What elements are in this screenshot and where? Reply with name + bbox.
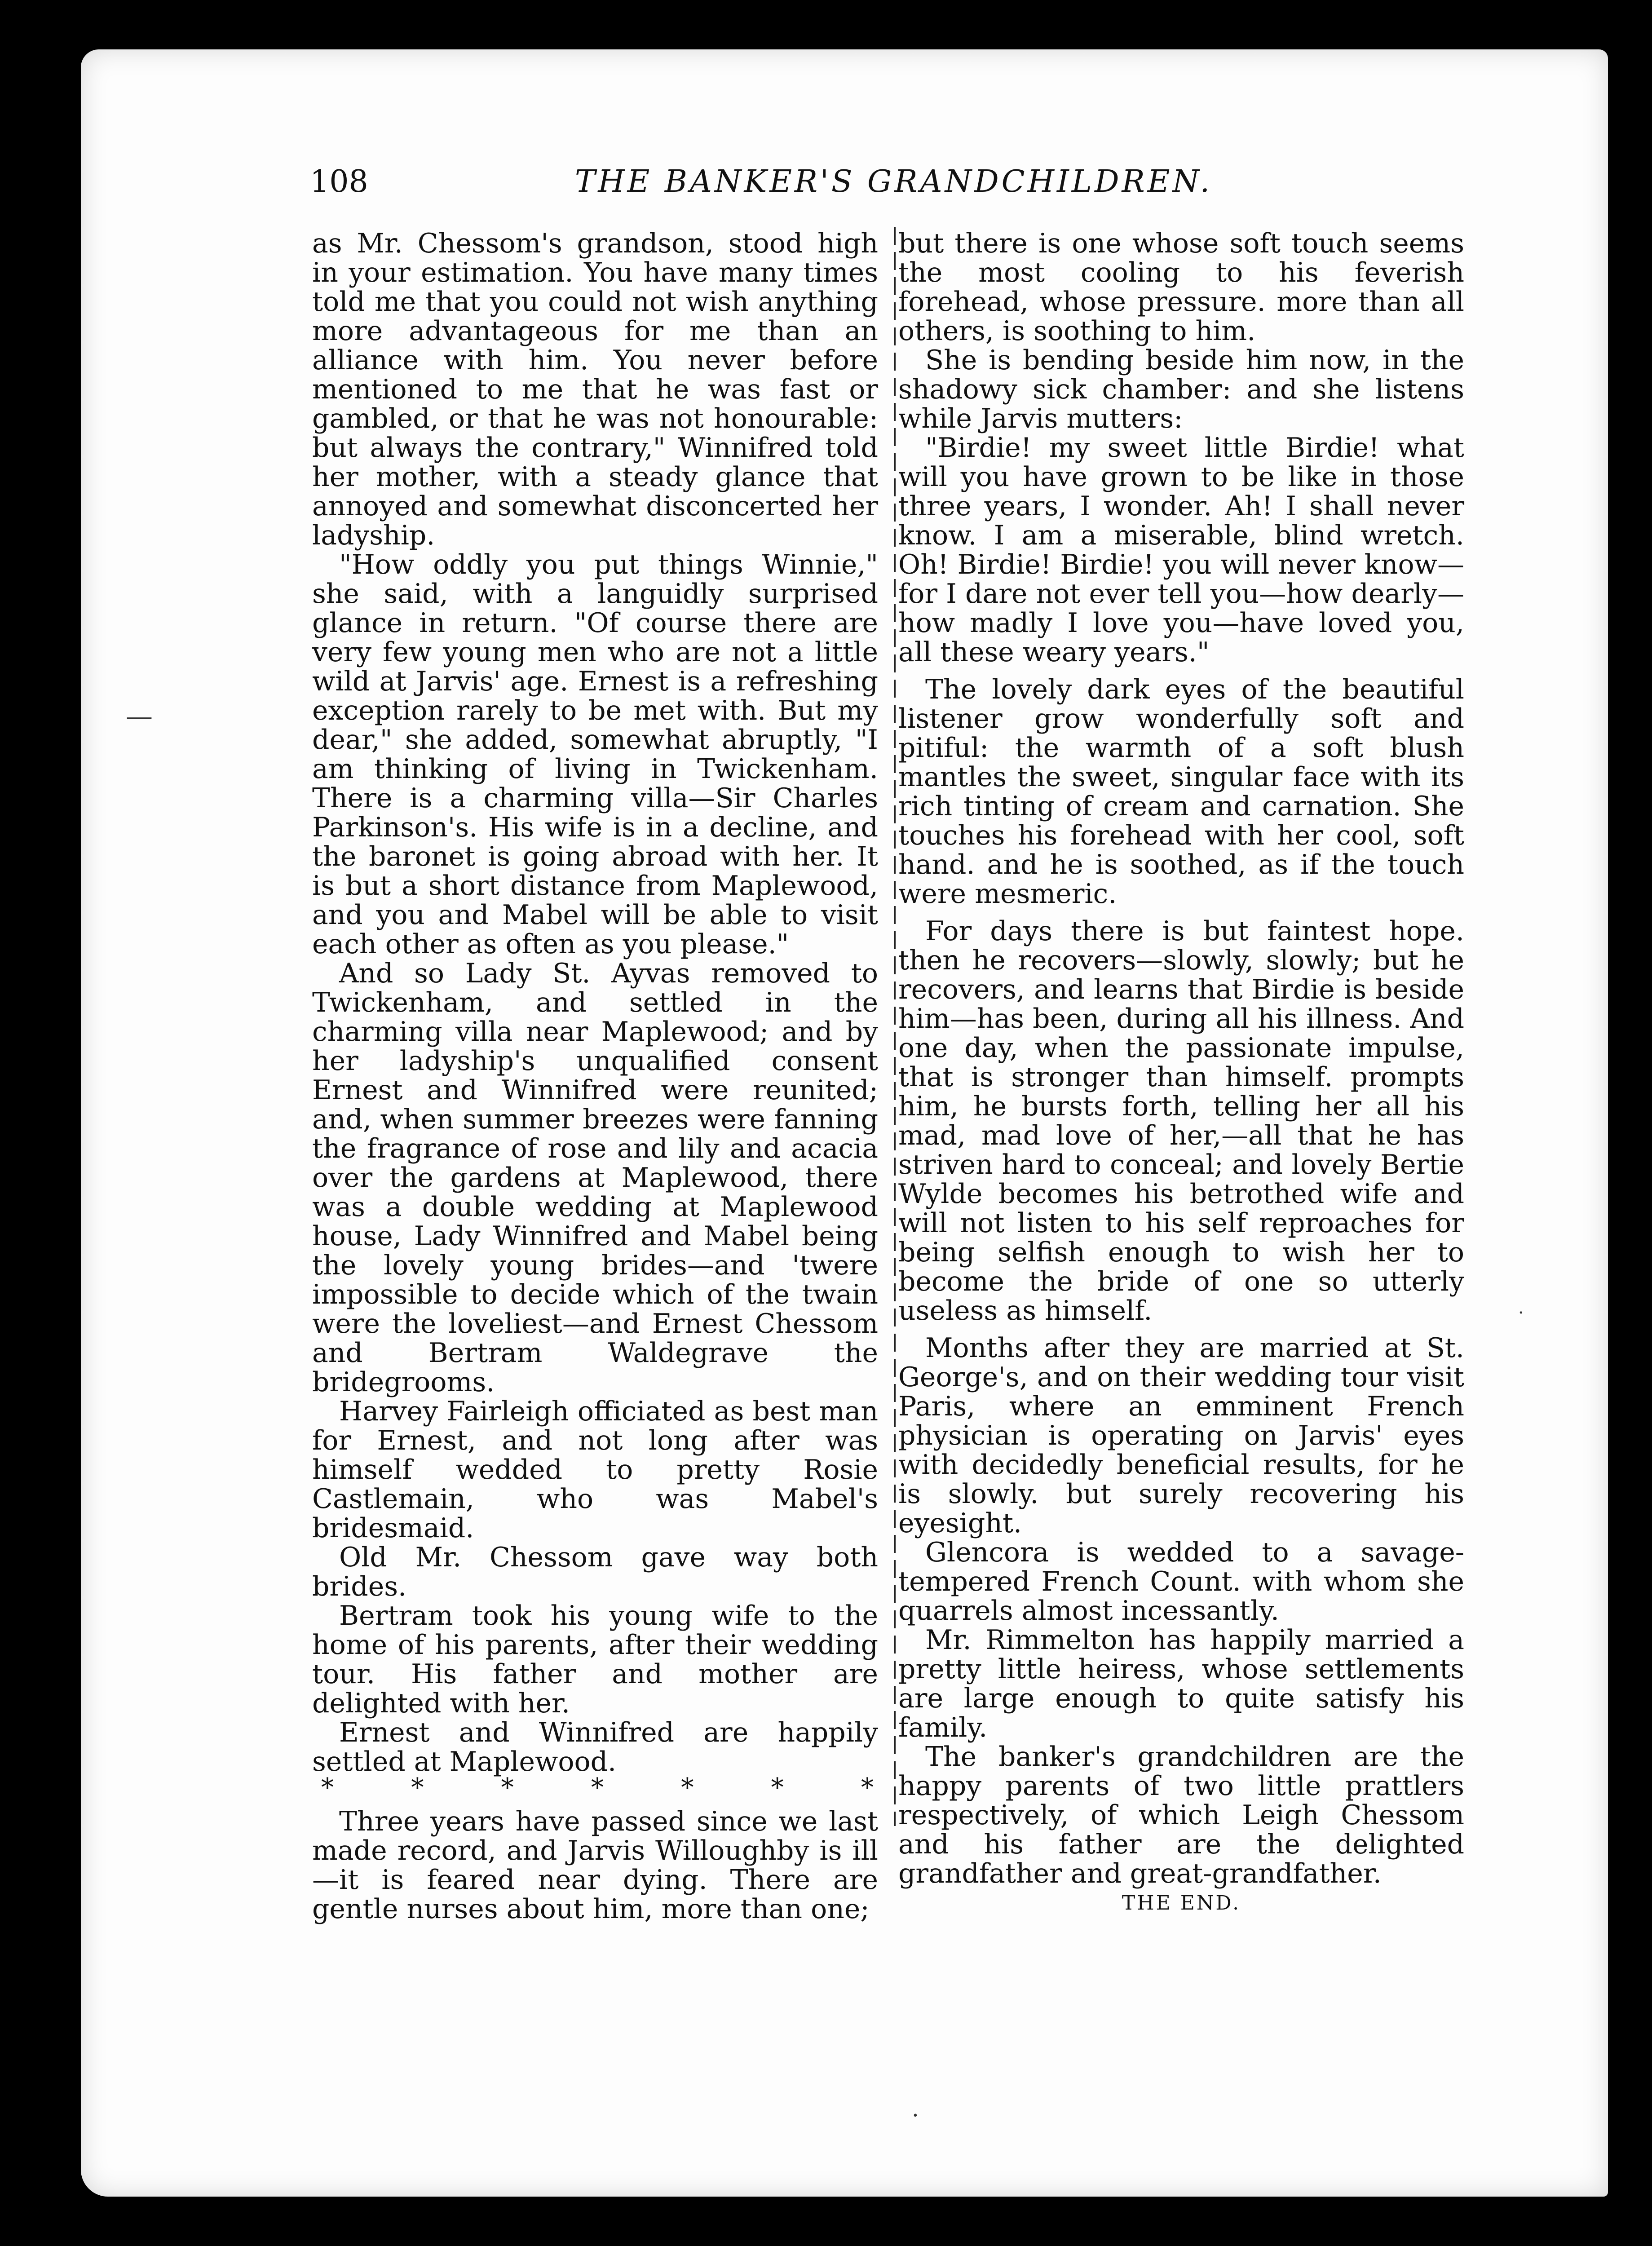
paragraph: The lovely dark eyes of the beautiful listener grow wonderfully soft and pitiful: the warmth of a soft blush mantles the sweet, singular face with its rich tinting of cream and carnation. She touches his forehead with her cool, soft hand. and he is soothed, as if the touch were mesmeric. [898,674,1464,910]
paragraph: Bertram took his young wife to the home of his parents, after their wedding tour. His father and mother are delighted with her. [312,1600,878,1719]
page-header [310,159,1217,213]
paragraph: Mr. Rimmelton has happily married a pretty little heiress, whose settlements are large enough to quite satisfy his family. [898,1624,1464,1743]
left-column [312,229,878,1924]
paragraph: Glencora is wedded to a savage-tempered French Count. with whom she quarrels almost incessantly. [898,1537,1464,1627]
paragraph: Three years have passed since we last made record, and Jarvis Willoughby is ill—it is feared near dying. There are gentle nurses about him, more than one; [312,1806,878,1925]
paragraph: as Mr. Chessom's grandson, stood high in your estimation. You have many times told me that you could not wish anything more advantageous for me than an alliance with him. You never before mentioned to me that he was fast or gambled, or that he was not honourable: but always the contrary," Winnifred told her mother, with a steady glance that annoyed and somewhat disconcerted her ladyship. [312,228,878,551]
paragraph: And so Lady St. Ayvas removed to Twickenham, and settled in the charming villa near Maplewood; and by her ladyship's unqualified consent Ernest and Winnifred were reunited; and, when summer breezes were fanning the fragrance of rose and lily and acacia over the gardens at Maplewood, there was a double wedding at Maplewood house, Lady Winnifred and Mabel being the lovely young brides—and 'twere impossible to decide which of the twain were the loveliest—and Ernest Chessom and Bertram Waldegrave the bridegrooms. [312,958,878,1398]
paragraph: "Birdie! my sweet little Birdie! what will you have grown to be like in those three years, I wonder. Ah! I shall never know. I am a miserable, blind wretch. Oh! Birdie! Birdie! you will never know—for I dare not ever tell you—how dearly—how madly I love you—have loved you, all these weary years." [898,432,1464,668]
right-column [898,229,1464,1918]
margin-mark: · [1518,1303,1524,1323]
paragraph: For days there is but faintest hope. then he recovers—slowly, slowly; but he recovers, and learns that Birdie is beside him—has been, during all his illness. And one day, when the passionate impulse, that is stronger than himself. prompts him, he bursts forth, telling her all his mad, mad love of her,—all that he has striven hard to conceal; and lovely Bertie Wylde becomes his betrothed wife and will not listen to his self reproaches for being selfish enough to wish her to become the bride of one so utterly useless as himself. [898,915,1464,1326]
paragraph: but there is one whose soft touch seems the most cooling to his feverish forehead, whose pressure. more than all others, is soothing to him. [898,228,1464,347]
margin-mark: — [126,701,153,732]
page-number: 108 [310,164,368,199]
section-break-stars: * * * * * * * [321,1773,874,1802]
paragraph: She is bending beside him now, in the shadowy sick chamber: and she listens while Jarvis mutters: [898,345,1464,434]
paragraph: Months after they are married at St. George's, and on their wedding tour visit Paris, where an emminent French physician is operating on Jarvis' eyes with decidedly beneficial results, for he is slowly. but surely recovering his eyesight. [898,1332,1464,1539]
the-end-label: THE END. [1122,1892,1241,1914]
running-title: THE BANKER'S GRANDCHILDREN. [575,164,1213,199]
paragraph: "How oddly you put things Winnie," she said, with a languidly surprised glance in return. "Of course there are very few young men who are not a little wild at Jarvis' age. Ernest is a refreshing exception rarely to be met with. But my dear," she added, somewhat abruptly, "I am thinking of living in Twickenham. There is a charming villa—Sir Charles Parkinson's. His wife is in a decline, and the baronet is going abroad with her. It is but a short distance from Maplewood, and you and Mabel will be able to visit each other as often as you please." [312,549,878,960]
paragraph: Harvey Fairleigh officiated as best man for Ernest, and not long after was himself wedded to pretty Rosie Castlemain, who was Mabel's bridesmaid. [312,1396,878,1544]
margin-mark: · [912,2102,919,2128]
column-divider [894,227,896,1826]
paragraph: Old Mr. Chessom gave way both brides. [312,1542,878,1602]
paragraph: The banker's grandchildren are the happy parents of two little prattlers respectively, of which Leigh Chessom and his father are the delighted grandfather and great-grandfather. [898,1741,1464,1889]
paragraph: Ernest and Winnifred are happily settled at Maplewood. [312,1717,878,1777]
